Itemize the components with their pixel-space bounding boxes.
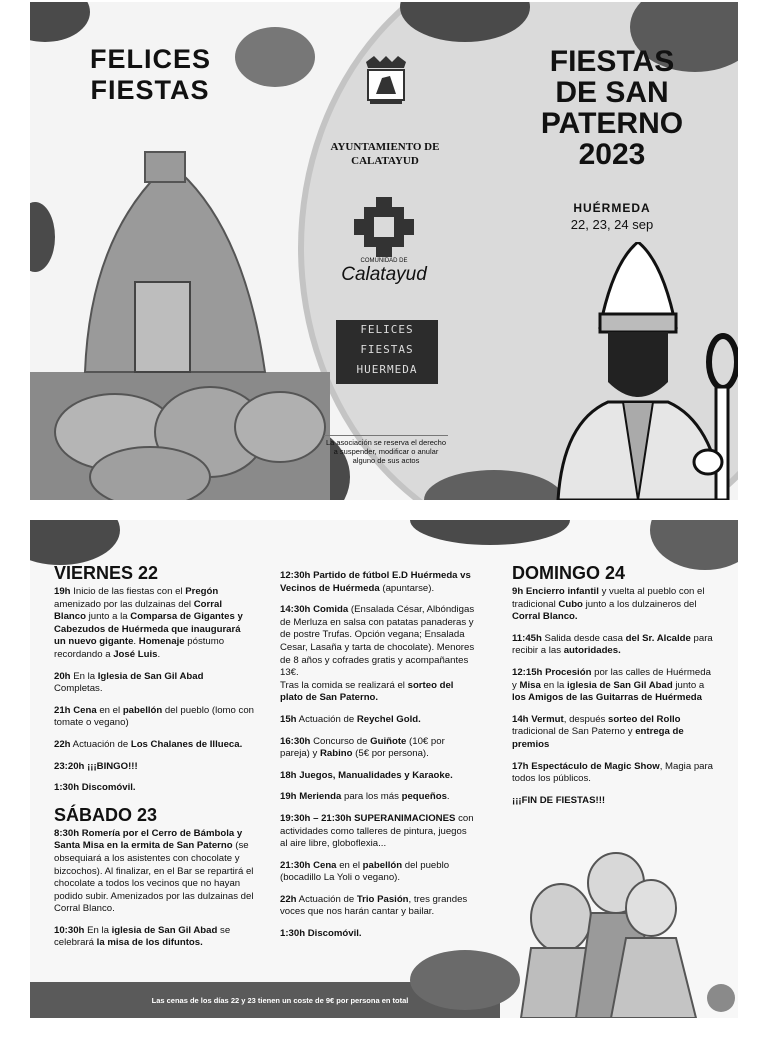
program-item: 14:30h Comida (Ensalada César, Albóndigas de Merluza en salsa con patatas panaderas y de postre Trufas. Opción vegana; Ensalada Cesar, Lasaña y tarta de chocolate). Menores de 8 años y cofrades gratis y acompañantes 13€. Tras la comida se realizará el sorteo del plato de San Paterno. [280, 604, 475, 704]
front-cover [30, 2, 738, 500]
title-line: 2023 [578, 138, 646, 171]
program-item: 12:30h Partido de fútbol E.D Huérmeda vs Vecinos de Huérmeda (apuntarse). [280, 570, 471, 594]
program-item: 22h Actuación de Los Chalanes de Illueca. [54, 738, 243, 750]
title-line: FIESTAS [549, 45, 675, 78]
day-heading-viernes: VIERNES 22 [54, 563, 159, 583]
program-item: 17h Espectáculo de Magic Show, Magia para todos los públicos. [512, 760, 714, 785]
city-crest [356, 54, 416, 106]
children-drawing [506, 838, 738, 1018]
program-item: 21h Cena en el pabellón del pueblo (lomo con tomate o vegano) [54, 704, 254, 729]
program-item: ¡¡¡FIN DE FIESTAS!!! [512, 794, 606, 806]
program-item: 10:30h En la iglesia de San Gil Abad se celebrará la misa de los difuntos. [54, 924, 231, 949]
ayuntamiento-label: AYUNTAMIENTO DE CALATAYUD [330, 141, 440, 167]
felices-fiestas-stamp [336, 320, 438, 384]
program-item: 21:30h Cena en el pabellón del pueblo (bocadillo La Yoli o vegano). [280, 859, 450, 884]
felices-fiestas-heading: FELICES FIESTAS [90, 44, 212, 105]
stamp-line: FIESTAS [360, 343, 414, 356]
top-left-blob [30, 2, 90, 42]
program-item: 1:30h Discomóvil. [280, 928, 362, 940]
program-item: 1:30h Discomóvil. [54, 782, 136, 794]
title-line: PATERNO [540, 107, 684, 140]
program-item: 20h En la Iglesia de San Gil Abad Completas. [54, 670, 204, 695]
dates-label: 22, 23, 24 sep [570, 217, 654, 232]
disclaimer-text: La asociación se reserva el derecho a suspender, modificar o anular alguno de sus actos [324, 435, 448, 465]
program-item: 18h Juegos, Manualidades y Karaoke. [280, 769, 453, 781]
program-item: 23:20h ¡¡¡BINGO!!! [54, 760, 138, 772]
column-sunday [512, 562, 716, 816]
day-heading-domingo: DOMINGO 24 [512, 563, 626, 583]
program-item: 15h Actuación de Reychel Gold. [280, 713, 421, 725]
stamp-line: HUERMEDA [356, 363, 418, 376]
fiestas-title [522, 46, 702, 170]
day-heading-sabado: SÁBADO 23 [54, 804, 158, 825]
program-item: 11:45h Salida desde casa del Sr. Alcalde para recibir a las autoridades. [512, 632, 713, 657]
place-label: HUÉRMEDA [573, 201, 651, 215]
comunidad-small-label: COMUNIDAD DE [360, 258, 408, 264]
dinner-cost-note: Las cenas de los días 22 y 23 tienen un coste de 9€ por persona en total [151, 996, 409, 1005]
stamp-line: FELICES [360, 323, 414, 336]
hermitage-drawing [30, 132, 330, 500]
program-item: 19h Merienda para los más pequeños. [280, 791, 450, 803]
title-line: DE SAN [555, 76, 669, 109]
program-panel [30, 520, 738, 1018]
program-item: 19:30h – 21:30h SUPERANIMACIONES con actividades como talleres de pintura, juegos al aire libre, globoflexia... [280, 812, 474, 850]
comunidad-logo [352, 195, 416, 259]
top-center-blob [410, 520, 570, 545]
top-left-blob [30, 520, 120, 565]
program-item: 9h Encierro infantil y vuelta al pueblo con el tradicional Cubo junto a los dulzaineros del Corral Blanco. [512, 586, 705, 623]
program-item: 12:15h Procesión por las calles de Huérmeda y Misa en la iglesia de San Gil Abad junto a los Amigos de las Guitarras de Huérmeda [512, 666, 711, 704]
program-item: 22h Actuación de Trio Pasión, tres grandes voces que nos harán cantar y bailar. [280, 893, 468, 918]
program-item: 8:30h Romería por el Cerro de Bámbola y Santa Misa en la ermita de San Paterno (se obsequiará a los asistentes con chocolate y bizcochos). Al finalizar, en el Bar se repartirá el chocolate a todos los vecinos que no hayan podido subir. Amenizados por las dulzainas del Corral Blanco. [54, 827, 254, 915]
program-item: 16:30h Concurso de Guiñote (10€ por pareja) y Rabino (5€ por persona). [280, 735, 445, 760]
program-item: 19h Inicio de las fiestas con el Pregón amenizado por las dulzainas del Corral Blanco junto a la Comparsa de Gigantes y Cabezudos de Huérmeda que inaugurará un nuevo gigante. Homenaje póstumo recordando a José Luis. [54, 586, 243, 660]
brush-stroke [235, 27, 315, 87]
column-saturday-continued [280, 570, 476, 950]
program-item: 14h Vermut, después sorteo del Rollo tradicional de San Paterno y entrega de premios [512, 713, 684, 750]
column-friday-saturday [54, 562, 254, 959]
comunidad-calatayud-label: Calatayud [341, 264, 427, 285]
bishop-illustration [538, 242, 738, 500]
